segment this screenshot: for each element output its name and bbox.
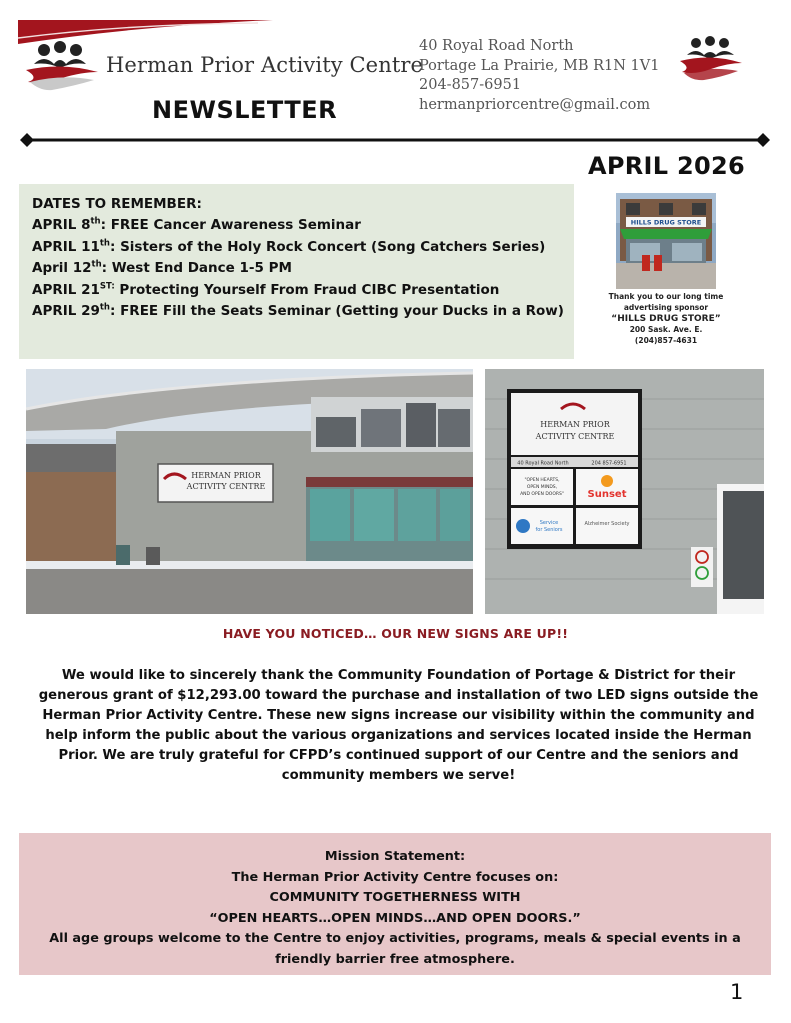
panel-open-line2: OPEN MINDS, — [526, 485, 558, 490]
mission-statement-box — [19, 833, 771, 975]
paragraph-line: help inform the public about the various organizations and services located inside the Herman — [45, 728, 752, 743]
sponsor-line: Thank you to our long time — [608, 292, 724, 301]
newsletter-title: NEWSLETTER — [152, 96, 338, 124]
header-divider — [20, 133, 770, 147]
paragraph-line: Herman Prior Activity Centre. These new signs increase our visibility within the community and — [42, 708, 755, 723]
paragraph-line: Prior. We are truly grateful for CFPD’s continued support of our Centre and the seniors and — [58, 748, 739, 763]
date-item: APRIL 29th: FREE Fill the Seats Seminar (Getting your Ducks in a Row) — [32, 302, 564, 319]
panel-sunset: Sunset — [587, 489, 627, 500]
right-sign-address: 40 Royal Road North — [517, 460, 569, 467]
centre-logo-icon — [22, 38, 102, 94]
thank-you-paragraph — [36, 666, 761, 786]
paragraph-line: We would like to sincerely thank the Community Foundation of Portage & District for their — [61, 668, 736, 683]
issue-month: APRIL 2026 — [588, 152, 746, 180]
sponsor-store-name: “HILLS DRUG STORE” — [611, 314, 721, 324]
dates-to-remember-box — [19, 184, 574, 359]
signs-notice-heading: HAVE YOU NOTICED… OUR NEW SIGNS ARE UP!! — [222, 626, 569, 641]
dates-heading: DATES TO REMEMBER: — [32, 196, 202, 212]
sponsor-sign-text: HILLS DRUG STORE — [630, 218, 702, 227]
date-item: APRIL 8th: FREE Cancer Awareness Seminar — [32, 216, 361, 233]
sponsor-phone: (204)857-4631 — [634, 335, 698, 345]
building-exterior-photo — [26, 369, 473, 614]
left-sign-line1: HERMAN PRIOR — [191, 471, 261, 480]
mission-line: All age groups welcome to the Centre to enjoy activities, programs, meals & special events in a — [49, 931, 741, 946]
address-email: hermanpriorcentre@gmail.com — [419, 96, 651, 113]
right-sign-line1: HERMAN PRIOR — [540, 420, 610, 429]
address-street: 40 Royal Road North — [419, 38, 574, 54]
mission-line: “OPEN HEARTS…OPEN MINDS…AND OPEN DOORS.” — [209, 910, 581, 926]
right-sign-line2: ACTIVITY CENTRE — [535, 432, 615, 441]
page-number: 1 — [730, 980, 744, 1004]
address-city: Portage La Prairie, MB R1N 1V1 — [419, 57, 660, 74]
sponsor-line: advertising sponsor — [623, 302, 709, 312]
panel-open-line3: AND OPEN DOORS" — [520, 492, 564, 497]
date-item: APRIL $21^{ST:}$ Protecting Yourself From Fraud CIBC Presentation — [32, 281, 500, 298]
panel-alzheimer: Alzheimer Society — [584, 521, 630, 527]
sponsor-address: 200 Sask. Ave. E. — [629, 325, 703, 334]
paragraph-line: generous grant of $12,293.00 toward the purchase and installation of two LED signs outside the — [38, 688, 759, 703]
left-sign-line2: ACTIVITY CENTRE — [186, 482, 266, 491]
mission-heading: Mission Statement: — [324, 849, 466, 864]
mission-line: COMMUNITY TOGETHERNESS WITH — [269, 890, 521, 905]
organization-name: Herman Prior Activity Centre — [106, 53, 424, 77]
date-item: APRIL 11th: Sisters of the Holy Rock Concert (Song Catchers Series) — [32, 238, 546, 255]
panel-service-line2: for Seniors — [535, 527, 563, 533]
led-sign-photo — [485, 369, 764, 614]
mission-line: friendly barrier free atmosphere. — [275, 951, 515, 967]
panel-service-line1: Service — [539, 520, 559, 526]
paragraph-line: community members we serve! — [281, 768, 516, 783]
centre-logo-small-icon — [678, 35, 744, 83]
date-item: April 12th: West End Dance 1-5 PM — [32, 259, 292, 276]
panel-open-line1: "OPEN HEARTS, — [524, 478, 560, 483]
address-phone: 204-857-6951 — [419, 77, 522, 93]
sponsor-storefront-photo — [616, 193, 716, 289]
right-sign-phone: 204 857-6951 — [591, 460, 627, 467]
mission-line: The Herman Prior Activity Centre focuses on: — [231, 869, 559, 885]
contact-address-block — [419, 37, 659, 115]
sponsor-credit — [596, 292, 736, 346]
